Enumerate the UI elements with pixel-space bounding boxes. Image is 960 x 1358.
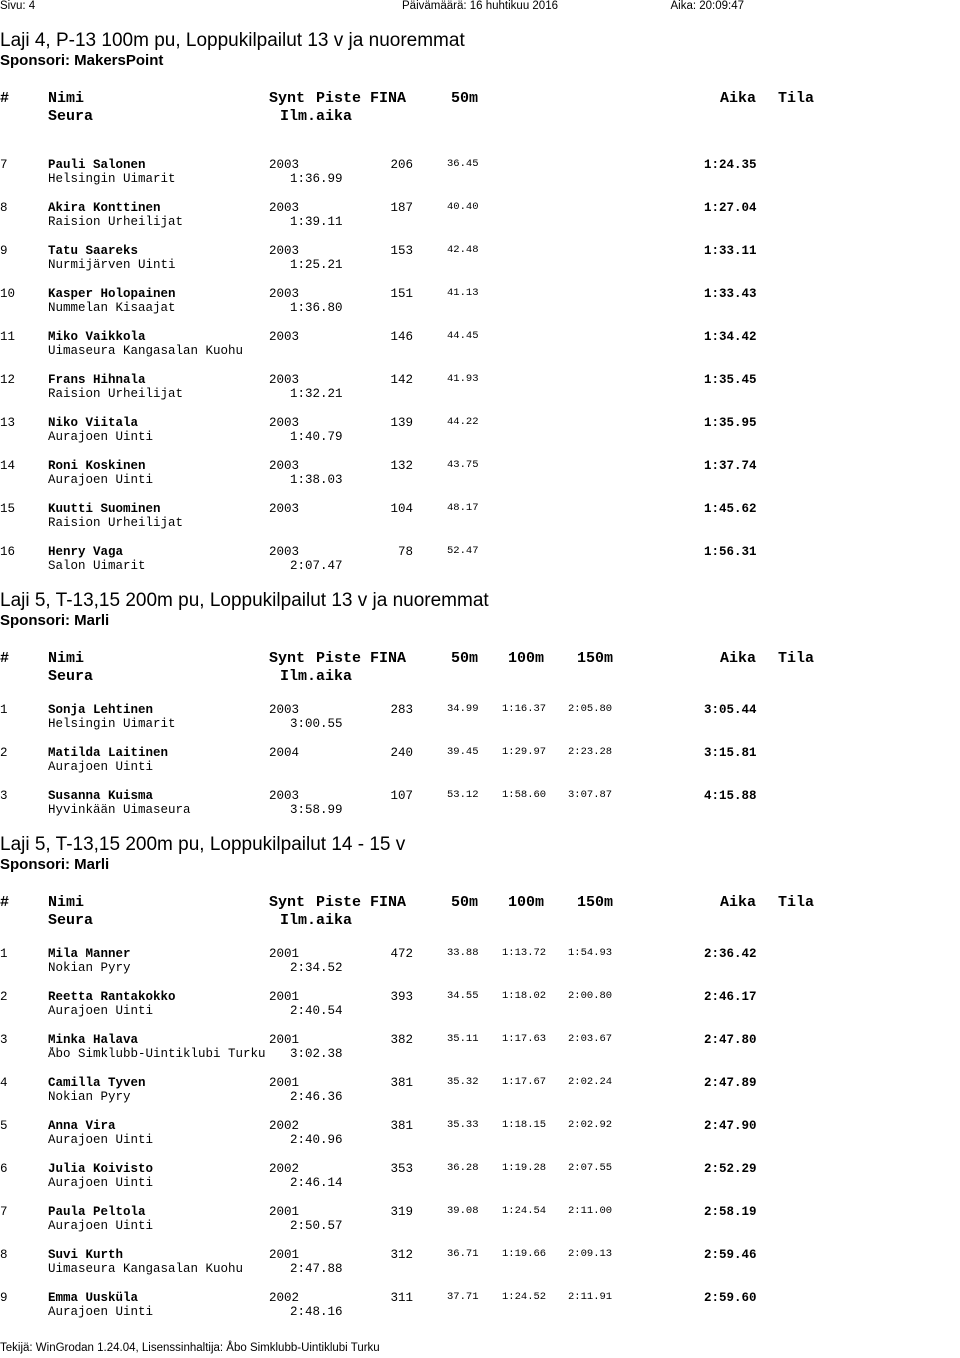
entry-time: 1:38.03 (290, 473, 343, 487)
event-title: Laji 5, T-13,15 200m pu, Loppukilpailut 13 v ja nuoremmat (0, 590, 489, 611)
result-row (0, 373, 960, 403)
split-150m: 2:05.80 (568, 703, 613, 715)
fina-points: 104 (390, 502, 413, 516)
event-section (0, 30, 960, 69)
split-50m: 36.71 (447, 1248, 479, 1260)
split-50m: 40.40 (447, 201, 479, 213)
swimmer-name: Niko Viitala (48, 416, 139, 430)
split-50m: 43.75 (447, 459, 479, 471)
split-150m: 2:09.13 (568, 1248, 613, 1260)
final-time: 1:45.62 (704, 502, 757, 516)
column-header-time: Aika (720, 894, 757, 911)
result-row (0, 746, 960, 776)
column-header-entry: Ilm.aika (280, 108, 353, 125)
fina-points: 472 (390, 947, 413, 961)
birth-year: 2001 (269, 1076, 300, 1090)
club-name: Nummelan Kisaajat (48, 301, 176, 315)
rank-cell: 8 (0, 201, 8, 215)
birth-year: 2003 (269, 158, 300, 172)
split-50m: 35.11 (447, 1033, 479, 1045)
rank-cell: 6 (0, 1162, 8, 1176)
fina-points: 240 (390, 746, 413, 760)
split-50m: 36.28 (447, 1162, 479, 1174)
report-date: Päivämäärä: 16 huhtikuu 2016 (402, 0, 558, 12)
fina-points: 139 (390, 416, 413, 430)
swimmer-name: Reetta Rantakokko (48, 990, 176, 1004)
birth-year: 2004 (269, 746, 300, 760)
swimmer-name: Julia Koivisto (48, 1162, 154, 1176)
birth-year: 2003 (269, 703, 300, 717)
result-row (0, 244, 960, 274)
entry-time: 3:02.38 (290, 1047, 343, 1061)
rank-cell: 7 (0, 1205, 8, 1219)
birth-year: 2003 (269, 416, 300, 430)
swimmer-name: Emma Uusküla (48, 1291, 139, 1305)
rank-cell: 1 (0, 703, 8, 717)
split-50m: 35.32 (447, 1076, 479, 1088)
column-header-rank: # (0, 90, 10, 107)
final-time: 2:52.29 (704, 1162, 757, 1176)
rank-cell: 13 (0, 416, 16, 430)
club-name: Raision Urheilijat (48, 387, 184, 401)
split-100m: 1:13.72 (502, 947, 547, 959)
split-100m: 1:16.37 (502, 703, 547, 715)
swimmer-name: Mila Manner (48, 947, 131, 961)
column-header-split50: 50m (451, 90, 479, 107)
fina-points: 393 (390, 990, 413, 1004)
club-name: Raision Urheilijat (48, 215, 184, 229)
final-time: 2:58.19 (704, 1205, 757, 1219)
result-row (0, 1076, 960, 1106)
rank-cell: 16 (0, 545, 16, 559)
fina-points: 107 (390, 789, 413, 803)
column-header-split50: 50m (451, 894, 479, 911)
swimmer-name: Kuutti Suominen (48, 502, 161, 516)
swimmer-name: Akira Konttinen (48, 201, 161, 215)
result-row (0, 158, 960, 188)
final-time: 2:47.90 (704, 1119, 757, 1133)
entry-time: 3:58.99 (290, 803, 343, 817)
split-50m: 44.45 (447, 330, 479, 342)
event-sponsor: Sponsori: MakersPoint (0, 52, 164, 69)
swimmer-name: Pauli Salonen (48, 158, 146, 172)
rank-cell: 9 (0, 244, 8, 258)
column-header-club: Seura (48, 912, 94, 929)
split-150m: 2:00.80 (568, 990, 613, 1002)
event-title: Laji 5, T-13,15 200m pu, Loppukilpailut 14 - 15 v (0, 834, 406, 855)
club-name: Aurajoen Uinti (48, 1176, 154, 1190)
column-header-club: Seura (48, 108, 94, 125)
column-header-split150: 150m (577, 650, 614, 667)
split-50m: 41.93 (447, 373, 479, 385)
entry-time: 1:39.11 (290, 215, 343, 229)
club-name: Salon Uimarit (48, 559, 146, 573)
entry-time: 2:40.54 (290, 1004, 343, 1018)
swimmer-name: Frans Hihnala (48, 373, 146, 387)
final-time: 2:47.80 (704, 1033, 757, 1047)
split-100m: 1:17.63 (502, 1033, 547, 1045)
final-time: 1:35.45 (704, 373, 757, 387)
split-100m: 1:17.67 (502, 1076, 547, 1088)
fina-points: 153 (390, 244, 413, 258)
birth-year: 2003 (269, 459, 300, 473)
result-row (0, 330, 960, 360)
final-time: 1:33.11 (704, 244, 757, 258)
split-50m: 34.99 (447, 703, 479, 715)
split-50m: 37.71 (447, 1291, 479, 1303)
club-name: Uimaseura Kangasalan Kuohu (48, 344, 244, 358)
birth-year: 2002 (269, 1291, 300, 1305)
rank-cell: 8 (0, 1248, 8, 1262)
split-50m: 41.13 (447, 287, 479, 299)
column-header-split100: 100m (508, 894, 545, 911)
result-row (0, 201, 960, 231)
column-header-name: Nimi (48, 90, 85, 107)
club-name: Aurajoen Uinti (48, 1004, 154, 1018)
entry-time: 2:40.96 (290, 1133, 343, 1147)
fina-points: 381 (390, 1119, 413, 1133)
split-50m: 33.88 (447, 947, 479, 959)
entry-time: 2:46.36 (290, 1090, 343, 1104)
result-row (0, 990, 960, 1020)
split-50m: 42.48 (447, 244, 479, 256)
final-time: 2:36.42 (704, 947, 757, 961)
swimmer-name: Susanna Kuisma (48, 789, 154, 803)
final-time: 2:47.89 (704, 1076, 757, 1090)
page-footer: Tekijä: WinGrodan 1.24.04, Lisenssinhaltija: Åbo Simklubb-Uintiklubi Turku (0, 1342, 380, 1354)
result-row (0, 1033, 960, 1063)
column-header-points: Piste FINA (316, 650, 407, 667)
result-row (0, 1248, 960, 1278)
split-100m: 1:18.02 (502, 990, 547, 1002)
split-50m: 36.45 (447, 158, 479, 170)
club-name: Nokian Pyry (48, 961, 131, 975)
fina-points: 78 (397, 545, 413, 559)
club-name: Raision Urheilijat (48, 516, 184, 530)
birth-year: 2003 (269, 330, 300, 344)
rank-cell: 7 (0, 158, 8, 172)
result-row (0, 947, 960, 977)
swimmer-name: Paula Peltola (48, 1205, 146, 1219)
column-header-split50: 50m (451, 650, 479, 667)
final-time: 4:15.88 (704, 789, 757, 803)
swimmer-name: Anna Vira (48, 1119, 116, 1133)
final-time: 1:27.04 (704, 201, 757, 215)
column-header-club: Seura (48, 668, 94, 685)
rank-cell: 15 (0, 502, 16, 516)
club-name: Åbo Simklubb-Uintiklubi Turku (48, 1047, 266, 1061)
swimmer-name: Roni Koskinen (48, 459, 146, 473)
result-row (0, 1119, 960, 1149)
fina-points: 151 (390, 287, 413, 301)
split-50m: 52.47 (447, 545, 479, 557)
split-100m: 1:29.97 (502, 746, 547, 758)
split-50m: 39.45 (447, 746, 479, 758)
entry-time: 2:46.14 (290, 1176, 343, 1190)
split-50m: 39.08 (447, 1205, 479, 1217)
fina-points: 311 (390, 1291, 413, 1305)
fina-points: 206 (390, 158, 413, 172)
club-name: Nokian Pyry (48, 1090, 131, 1104)
fina-points: 381 (390, 1076, 413, 1090)
split-150m: 2:02.24 (568, 1076, 613, 1088)
split-150m: 2:02.92 (568, 1119, 613, 1131)
swimmer-name: Minka Halava (48, 1033, 139, 1047)
split-50m: 35.33 (447, 1119, 479, 1131)
split-150m: 2:23.28 (568, 746, 613, 758)
final-time: 1:35.95 (704, 416, 757, 430)
club-name: Aurajoen Uinti (48, 430, 154, 444)
fina-points: 187 (390, 201, 413, 215)
rank-cell: 3 (0, 1033, 8, 1047)
event-section (0, 834, 960, 873)
birth-year: 2003 (269, 244, 300, 258)
birth-year: 2001 (269, 990, 300, 1004)
result-row (0, 789, 960, 819)
club-name: Nurmijärven Uinti (48, 258, 176, 272)
final-time: 3:15.81 (704, 746, 757, 760)
column-header-rank: # (0, 650, 10, 667)
split-100m: 1:19.28 (502, 1162, 547, 1174)
club-name: Aurajoen Uinti (48, 1305, 154, 1319)
fina-points: 353 (390, 1162, 413, 1176)
rank-cell: 3 (0, 789, 8, 803)
column-header-status: Tila (778, 894, 815, 911)
entry-time: 2:48.16 (290, 1305, 343, 1319)
rank-cell: 14 (0, 459, 16, 473)
page-header (0, 0, 960, 14)
fina-points: 312 (390, 1248, 413, 1262)
final-time: 1:56.31 (704, 545, 757, 559)
final-time: 3:05.44 (704, 703, 757, 717)
rank-cell: 11 (0, 330, 16, 344)
event-title: Laji 4, P-13 100m pu, Loppukilpailut 13 v ja nuoremmat (0, 30, 465, 51)
swimmer-name: Suvi Kurth (48, 1248, 124, 1262)
column-header-name: Nimi (48, 894, 85, 911)
final-time: 1:24.35 (704, 158, 757, 172)
split-150m: 1:54.93 (568, 947, 613, 959)
swimmer-name: Miko Vaikkola (48, 330, 146, 344)
column-header-time: Aika (720, 650, 757, 667)
rank-cell: 4 (0, 1076, 8, 1090)
split-100m: 1:18.15 (502, 1119, 547, 1131)
club-name: Aurajoen Uinti (48, 760, 154, 774)
fina-points: 319 (390, 1205, 413, 1219)
column-header-time: Aika (720, 90, 757, 107)
column-header-status: Tila (778, 650, 815, 667)
birth-year: 2003 (269, 502, 300, 516)
event-sponsor: Sponsori: Marli (0, 612, 110, 629)
final-time: 1:37.74 (704, 459, 757, 473)
swimmer-name: Sonja Lehtinen (48, 703, 154, 717)
club-name: Aurajoen Uinti (48, 1133, 154, 1147)
split-50m: 53.12 (447, 789, 479, 801)
column-header-entry: Ilm.aika (280, 668, 353, 685)
birth-year: 2002 (269, 1162, 300, 1176)
entry-time: 3:00.55 (290, 717, 343, 731)
split-150m: 2:11.91 (568, 1291, 613, 1303)
result-row (0, 287, 960, 317)
swimmer-name: Henry Vaga (48, 545, 124, 559)
rank-cell: 2 (0, 990, 8, 1004)
birth-year: 2003 (269, 545, 300, 559)
final-time: 1:34.42 (704, 330, 757, 344)
page-number: Sivu: 4 (0, 0, 36, 12)
entry-time: 1:25.21 (290, 258, 343, 272)
split-150m: 2:03.67 (568, 1033, 613, 1045)
fina-points: 283 (390, 703, 413, 717)
result-row (0, 502, 960, 532)
birth-year: 2003 (269, 789, 300, 803)
rank-cell: 10 (0, 287, 16, 301)
column-header-year: Synt (269, 650, 306, 667)
club-name: Aurajoen Uinti (48, 473, 154, 487)
result-row (0, 1291, 960, 1321)
birth-year: 2003 (269, 373, 300, 387)
fina-points: 132 (390, 459, 413, 473)
column-header-points: Piste FINA (316, 90, 407, 107)
swimmer-name: Matilda Laitinen (48, 746, 169, 760)
column-header-split100: 100m (508, 650, 545, 667)
result-row (0, 545, 960, 575)
column-header-status: Tila (778, 90, 815, 107)
split-50m: 44.22 (447, 416, 479, 428)
split-100m: 1:24.54 (502, 1205, 547, 1217)
column-header-entry: Ilm.aika (280, 912, 353, 929)
final-time: 1:33.43 (704, 287, 757, 301)
final-time: 2:59.60 (704, 1291, 757, 1305)
entry-time: 1:36.80 (290, 301, 343, 315)
birth-year: 2003 (269, 201, 300, 215)
club-name: Hyvinkään Uimaseura (48, 803, 191, 817)
rank-cell: 12 (0, 373, 16, 387)
rank-cell: 9 (0, 1291, 8, 1305)
fina-points: 142 (390, 373, 413, 387)
entry-time: 1:40.79 (290, 430, 343, 444)
column-header-year: Synt (269, 90, 306, 107)
entry-time: 2:34.52 (290, 961, 343, 975)
birth-year: 2001 (269, 1205, 300, 1219)
result-row (0, 1162, 960, 1192)
rank-cell: 5 (0, 1119, 8, 1133)
rank-cell: 2 (0, 746, 8, 760)
split-50m: 34.55 (447, 990, 479, 1002)
entry-time: 2:47.88 (290, 1262, 343, 1276)
result-row (0, 459, 960, 489)
column-header-name: Nimi (48, 650, 85, 667)
fina-points: 382 (390, 1033, 413, 1047)
report-time: Aika: 20:09:47 (670, 0, 744, 12)
final-time: 2:59.46 (704, 1248, 757, 1262)
event-sponsor: Sponsori: Marli (0, 856, 110, 873)
birth-year: 2001 (269, 1033, 300, 1047)
column-header-year: Synt (269, 894, 306, 911)
entry-time: 2:07.47 (290, 559, 343, 573)
entry-time: 1:32.21 (290, 387, 343, 401)
split-150m: 2:07.55 (568, 1162, 613, 1174)
birth-year: 2001 (269, 1248, 300, 1262)
split-100m: 1:58.60 (502, 789, 547, 801)
entry-time: 1:36.99 (290, 172, 343, 186)
result-row (0, 1205, 960, 1235)
swimmer-name: Camilla Tyven (48, 1076, 146, 1090)
split-100m: 1:19.66 (502, 1248, 547, 1260)
swimmer-name: Tatu Saareks (48, 244, 139, 258)
swimmer-name: Kasper Holopainen (48, 287, 176, 301)
column-header-points: Piste FINA (316, 894, 407, 911)
rank-cell: 1 (0, 947, 8, 961)
column-header-split150: 150m (577, 894, 614, 911)
birth-year: 2003 (269, 287, 300, 301)
result-row (0, 416, 960, 446)
entry-time: 2:50.57 (290, 1219, 343, 1233)
club-name: Helsingin Uimarit (48, 172, 176, 186)
birth-year: 2001 (269, 947, 300, 961)
column-header-rank: # (0, 894, 10, 911)
club-name: Uimaseura Kangasalan Kuohu (48, 1262, 244, 1276)
event-section (0, 590, 960, 629)
fina-points: 146 (390, 330, 413, 344)
result-row (0, 703, 960, 733)
split-100m: 1:24.52 (502, 1291, 547, 1303)
final-time: 2:46.17 (704, 990, 757, 1004)
split-150m: 3:07.87 (568, 789, 613, 801)
club-name: Aurajoen Uinti (48, 1219, 154, 1233)
split-150m: 2:11.00 (568, 1205, 613, 1217)
split-50m: 48.17 (447, 502, 479, 514)
birth-year: 2002 (269, 1119, 300, 1133)
club-name: Helsingin Uimarit (48, 717, 176, 731)
